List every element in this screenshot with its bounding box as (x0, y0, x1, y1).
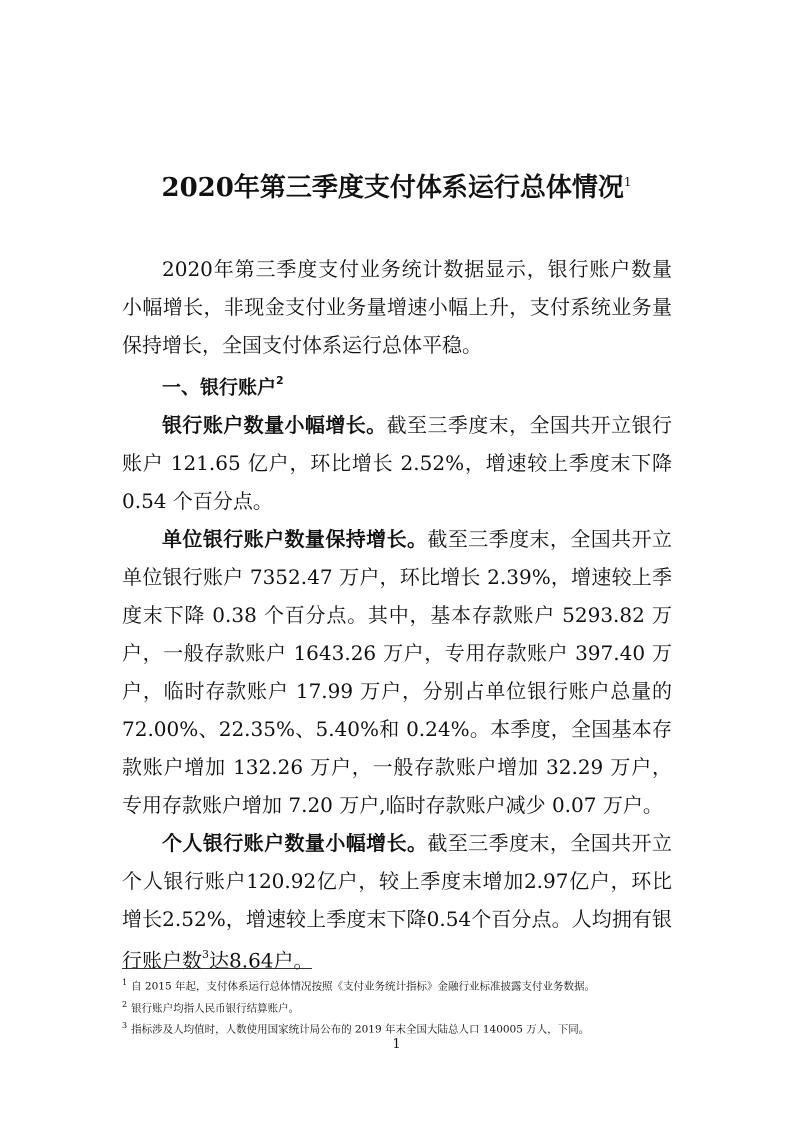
footnote-mark: 2 (122, 999, 128, 1009)
paragraph-text-unit-accounts: 截至三季度末，全国共开立单位银行账户 7352.47 万户，环比增长 2.39%，增速较上季度末下降 0.38 个百分点。其中，基本存款账户 5293.82 万户，一般存款账户 1643.26 万户，专用存款账户 397.40 万户，临时存款账户 17.99 万户，分别占单位银行账户总量的 72.00%、22.35%、5.40%和 0.24%。本季度，全国基本存款账户增加 132.26 万户，一般存款账户增加 32.29 万户，专用存款账户增加 7.20 万户,临时存款账户减少 0.07 万户。 (122, 527, 673, 818)
paragraph-text-personal-accounts: 截至三季度末，全国共开立个人银行账户120.92亿户，较上季度末增加2.97亿户，环比增长2.52%，增速较上季度末下降0.54个百分点。人均拥有银行账户数 (122, 831, 673, 973)
footnote-text: 自 2015 年起，支付体系运行总体情况按照《支付业务统计指标》金融行业标准披露支付业务数据。 (131, 980, 595, 993)
section-heading-text: 一、银行账户 (162, 376, 277, 399)
paragraph-personal-accounts (122, 824, 672, 980)
paragraph-unit-accounts (122, 520, 672, 824)
intro-paragraph: 2020年第三季度支付业务统计数据显示，银行账户数量小幅增长，非现金支付业务量增速小幅上升，支付系统业务量保持增长，全国支付体系运行总体平稳。 (122, 257, 672, 357)
section-heading-bank-accounts (122, 364, 672, 406)
paragraph-text-personal-accounts-end: 达8.64户。 (209, 948, 314, 973)
paragraph-bank-accounts (122, 406, 672, 520)
footnote-divider (122, 968, 312, 969)
paragraph-lead-unit-accounts: 单位银行账户数量保持增长。 (162, 527, 428, 552)
paragraph-lead-bank-accounts: 银行账户数量小幅增长。 (162, 413, 387, 438)
footnote-text: 指标涉及人均值时，人数使用国家统计局公布的 2019 年末全国大陆总人口 140005 万人，下同。 (131, 1023, 590, 1036)
footnote-text: 银行账户均指人民币银行结算账户。 (131, 1002, 300, 1014)
title-text: 2020年第三季度支付体系运行总体情况 (161, 173, 624, 203)
paragraph-text-bank-accounts: 截至三季度末，全国共开立银行账户 121.65 亿户，环比增长 2.52%，增速较上季度末下降 0.54 个百分点。 (122, 413, 673, 514)
paragraph-footnote-mark: 3 (202, 948, 209, 962)
footnote-3 (122, 1017, 682, 1039)
footnote-mark: 3 (122, 1021, 128, 1030)
footnote-1 (122, 974, 682, 996)
footnote-2 (122, 996, 682, 1018)
section-footnote-mark: 2 (276, 374, 284, 387)
footnotes (122, 974, 682, 1039)
page-title (0, 168, 793, 208)
paragraph-lead-personal-accounts: 个人银行账户数量小幅增长。 (162, 831, 428, 856)
page-number: 1 (392, 1037, 401, 1052)
body-text (122, 250, 672, 980)
title-footnote-mark: 1 (623, 175, 632, 189)
footnote-mark: 1 (122, 978, 128, 987)
